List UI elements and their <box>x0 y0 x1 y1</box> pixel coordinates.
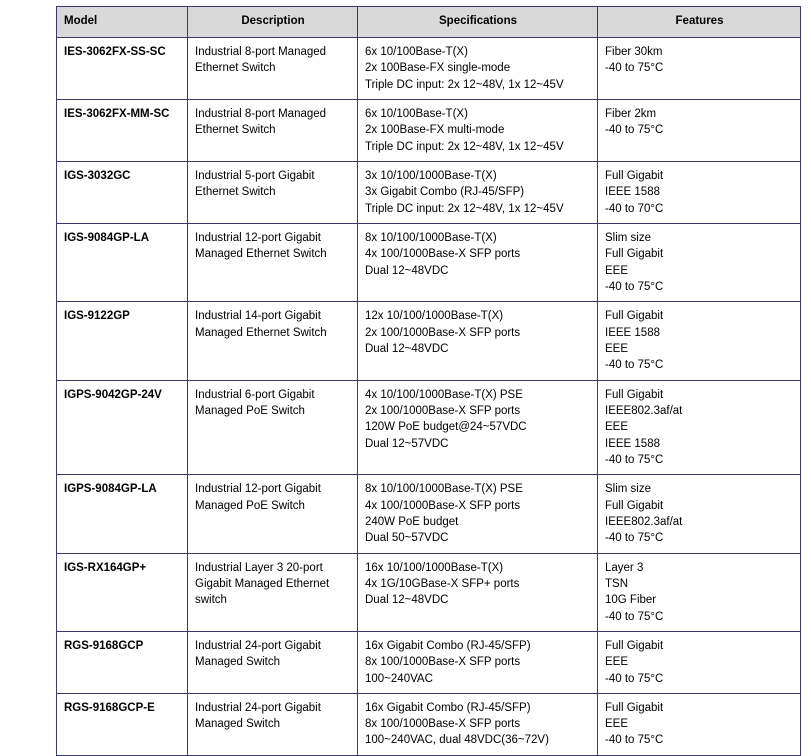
cell-specifications <box>358 553 598 631</box>
cell-specifications-line: 6x 10/100Base-T(X) <box>365 46 468 58</box>
cell-features-line: Full Gigabit <box>605 248 664 261</box>
cell-features <box>598 631 801 693</box>
cell-features-line: -40 to 70°C <box>605 202 664 215</box>
cell-specifications <box>358 380 598 475</box>
table-row <box>57 223 801 301</box>
cell-features-line: EEE <box>605 342 629 355</box>
cell-description-line: Industrial 8-port Managed <box>195 107 327 120</box>
cell-features-line: -40 to 75°C <box>605 610 664 623</box>
cell-model: IGPS-9042GP-24V <box>57 380 188 475</box>
cell-specifications <box>358 302 598 380</box>
cell-features-line: Full Gigabit <box>605 169 664 182</box>
cell-features-line: Fiber 30km <box>605 46 663 58</box>
cell-specifications-line: 16x Gigabit Combo (RJ-45/SFP) <box>365 639 531 652</box>
cell-specifications-line: Dual 12~57VDC <box>365 437 449 450</box>
table-header <box>57 7 801 38</box>
cell-specifications-line: Triple DC input: 2x 12~48V, 1x 12~45V <box>365 202 564 215</box>
cell-features <box>598 693 801 755</box>
cell-specifications <box>358 693 598 755</box>
cell-specifications-line: 3x Gigabit Combo (RJ-45/SFP) <box>365 186 525 199</box>
table-row <box>57 553 801 631</box>
cell-features-line: -40 to 75°C <box>605 280 664 293</box>
cell-specifications <box>358 223 598 301</box>
cell-specifications-line: 4x 10/100/1000Base-T(X) PSE <box>365 388 523 401</box>
cell-specifications-line: 120W PoE budget@24~57VDC <box>365 421 527 434</box>
cell-specifications-line: Dual 12~48VDC <box>365 594 449 607</box>
cell-features-line: -40 to 75°C <box>605 124 664 137</box>
column-header-specifications: Specifications <box>358 7 598 38</box>
cell-specifications-line: 16x Gigabit Combo (RJ-45/SFP) <box>365 701 531 714</box>
cell-description-line: Industrial 14-port Gigabit <box>195 310 321 323</box>
table-row <box>57 475 801 553</box>
cell-features-line: EEE <box>605 656 629 669</box>
cell-description <box>188 161 358 223</box>
cell-features-line: -40 to 75°C <box>605 672 664 685</box>
cell-description-line: Ethernet Switch <box>195 186 276 199</box>
cell-description-line: Managed Switch <box>195 656 281 669</box>
cell-features <box>598 475 801 553</box>
cell-features-line: IEEE 1588 <box>605 326 660 339</box>
cell-description <box>188 99 358 161</box>
cell-features <box>598 380 801 475</box>
cell-features-line: EEE <box>605 421 629 434</box>
cell-specifications-line: 8x 100/1000Base-X SFP ports <box>365 718 521 731</box>
table-header-row <box>57 7 801 38</box>
cell-specifications <box>358 99 598 161</box>
table-row <box>57 38 801 100</box>
cell-features-line: -40 to 75°C <box>605 532 664 545</box>
table-row <box>57 631 801 693</box>
cell-description <box>188 302 358 380</box>
cell-features-line: Fiber 2km <box>605 107 657 120</box>
cell-description-line: Managed PoE Switch <box>195 499 305 512</box>
cell-specifications <box>358 38 598 100</box>
cell-description <box>188 475 358 553</box>
cell-description <box>188 553 358 631</box>
cell-description <box>188 223 358 301</box>
cell-specifications-line: 16x 10/100/1000Base-T(X) <box>365 561 504 574</box>
cell-description-line: Managed Ethernet Switch <box>195 248 327 261</box>
table-row <box>57 302 801 380</box>
cell-description-line: Industrial 5-port Gigabit <box>195 169 315 182</box>
cell-features <box>598 553 801 631</box>
table-row <box>57 693 801 755</box>
cell-specifications <box>358 631 598 693</box>
cell-specifications-line: 3x 10/100/1000Base-T(X) <box>365 169 497 182</box>
cell-description-line: Managed Switch <box>195 718 281 731</box>
cell-description-line: Industrial 24-port Gigabit <box>195 639 321 652</box>
cell-description <box>188 38 358 100</box>
cell-features-line: -40 to 75°C <box>605 359 664 372</box>
cell-features-line: IEEE802.3af/at <box>605 404 683 417</box>
cell-description-line: Industrial 12-port Gigabit <box>195 483 321 496</box>
cell-features-line: EEE <box>605 264 629 277</box>
cell-features-line: Full Gigabit <box>605 388 664 401</box>
cell-description-line: Gigabit Managed Ethernet <box>195 577 330 590</box>
cell-description-line: Managed PoE Switch <box>195 404 305 417</box>
cell-features <box>598 38 801 100</box>
cell-specifications-line: 12x 10/100/1000Base-T(X) <box>365 310 504 323</box>
cell-model: IGS-3032GC <box>57 161 188 223</box>
cell-model: IGS-9084GP-LA <box>57 223 188 301</box>
cell-features-line: Slim size <box>605 231 652 244</box>
cell-description-line: Managed Ethernet Switch <box>195 326 327 339</box>
cell-description-line: Ethernet Switch <box>195 124 276 137</box>
table-row <box>57 99 801 161</box>
cell-description-line: Industrial Layer 3 20-port <box>195 561 323 574</box>
cell-specifications-line: Dual 12~48VDC <box>365 342 449 355</box>
cell-specifications-line: 240W PoE budget <box>365 515 459 528</box>
cell-description-line: Industrial 8-port Managed <box>195 46 327 58</box>
cell-features <box>598 223 801 301</box>
cell-description <box>188 693 358 755</box>
cell-features-line: TSN <box>605 577 628 590</box>
cell-features-line: IEEE 1588 <box>605 186 660 199</box>
product-specification-table <box>56 6 801 756</box>
cell-features <box>598 161 801 223</box>
cell-specifications-line: 8x 10/100/1000Base-T(X) PSE <box>365 483 523 496</box>
cell-specifications-line: 6x 10/100Base-T(X) <box>365 107 468 120</box>
cell-features-line: -40 to 75°C <box>605 453 664 466</box>
cell-description <box>188 380 358 475</box>
cell-features-line: EEE <box>605 718 629 731</box>
cell-features-line: Full Gigabit <box>605 310 664 323</box>
cell-features-line: IEEE802.3af/at <box>605 515 683 528</box>
cell-specifications-line: Triple DC input: 2x 12~48V, 1x 12~45V <box>365 78 564 91</box>
cell-specifications <box>358 161 598 223</box>
cell-model: RGS-9168GCP <box>57 631 188 693</box>
cell-features-line: Layer 3 <box>605 561 644 574</box>
cell-specifications-line: Dual 50~57VDC <box>365 532 449 545</box>
cell-description-line: Industrial 24-port Gigabit <box>195 701 321 714</box>
cell-specifications-line: 2x 100/1000Base-X SFP ports <box>365 404 521 417</box>
table-row <box>57 161 801 223</box>
cell-features-line: Full Gigabit <box>605 499 664 512</box>
cell-specifications-line: 2x 100Base-FX single-mode <box>365 62 511 75</box>
cell-specifications-line: Triple DC input: 2x 12~48V, 1x 12~45V <box>365 140 564 153</box>
cell-description-line: Industrial 12-port Gigabit <box>195 231 321 244</box>
cell-specifications-line: 4x 100/1000Base-X SFP ports <box>365 248 521 261</box>
cell-specifications-line: 2x 100/1000Base-X SFP ports <box>365 326 521 339</box>
cell-model: IGPS-9084GP-LA <box>57 475 188 553</box>
table-row <box>57 380 801 475</box>
cell-specifications <box>358 475 598 553</box>
column-header-model: Model <box>57 7 188 38</box>
cell-features-line: IEEE 1588 <box>605 437 660 450</box>
table-body <box>57 38 801 756</box>
cell-features-line: Slim size <box>605 483 652 496</box>
cell-specifications-line: 8x 10/100/1000Base-T(X) <box>365 231 497 244</box>
cell-features-line: -40 to 75°C <box>605 62 664 75</box>
column-header-features: Features <box>598 7 801 38</box>
column-header-description: Description <box>188 7 358 38</box>
cell-model: IGS-9122GP <box>57 302 188 380</box>
cell-specifications-line: 100~240VAC <box>365 672 433 685</box>
cell-description-line: switch <box>195 594 227 607</box>
cell-features <box>598 99 801 161</box>
cell-description-line: Ethernet Switch <box>195 62 276 75</box>
cell-specifications-line: 2x 100Base-FX multi-mode <box>365 124 505 137</box>
cell-description <box>188 631 358 693</box>
cell-features <box>598 302 801 380</box>
cell-model: IES-3062FX-MM-SC <box>57 99 188 161</box>
cell-features-line: -40 to 75°C <box>605 734 664 747</box>
cell-specifications-line: Dual 12~48VDC <box>365 264 449 277</box>
cell-features-line: Full Gigabit <box>605 639 664 652</box>
cell-model: IES-3062FX-SS-SC <box>57 38 188 100</box>
cell-description-line: Industrial 6-port Gigabit <box>195 388 315 401</box>
cell-specifications-line: 8x 100/1000Base-X SFP ports <box>365 656 521 669</box>
cell-specifications-line: 4x 1G/10GBase-X SFP+ ports <box>365 577 520 590</box>
cell-features-line: 10G Fiber <box>605 594 657 607</box>
cell-model: RGS-9168GCP-E <box>57 693 188 755</box>
cell-specifications-line: 100~240VAC, dual 48VDC(36~72V) <box>365 734 549 747</box>
cell-features-line: Full Gigabit <box>605 701 664 714</box>
cell-specifications-line: 4x 100/1000Base-X SFP ports <box>365 499 521 512</box>
cell-model: IGS-RX164GP+ <box>57 553 188 631</box>
